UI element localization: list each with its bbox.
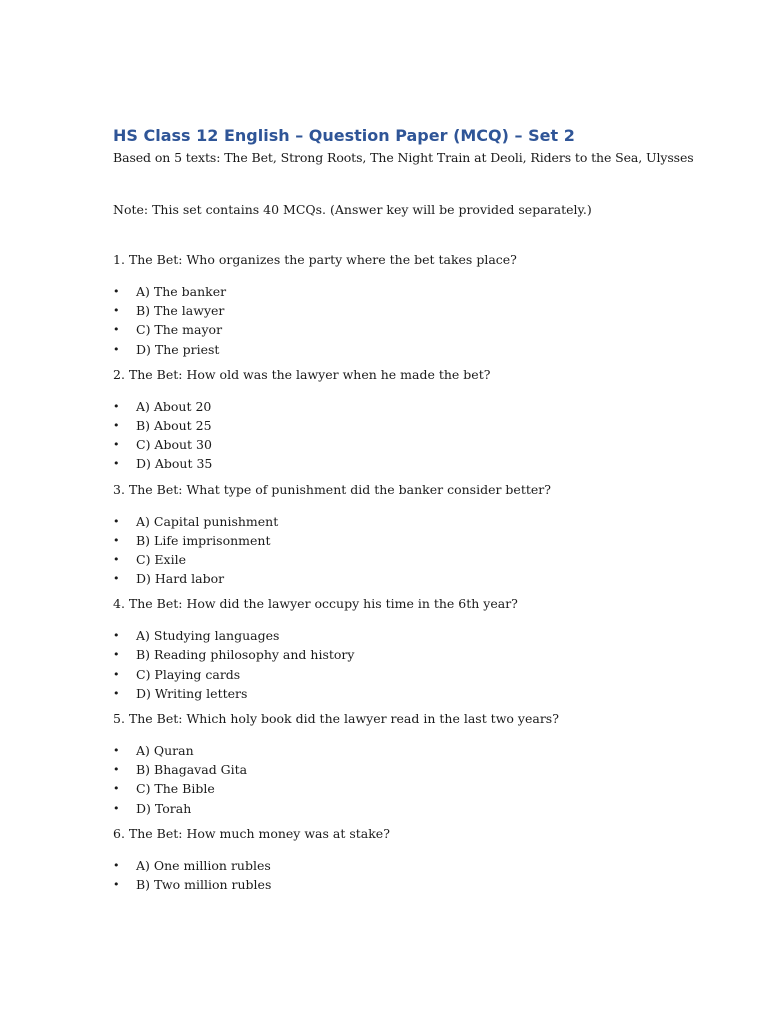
question-text: 5. The Bet: Which holy book did the lawyer read in the last two years?: [113, 711, 559, 726]
option-item: [113, 760, 738, 779]
option-list: [113, 856, 738, 894]
bullet-icon: •: [113, 342, 120, 356]
document-content: [113, 124, 738, 892]
option-item: [113, 512, 738, 531]
bullet-icon: •: [113, 304, 120, 318]
option-item: [113, 301, 738, 320]
document-note: Note: This set contains 40 MCQs. (Answer key will be provided separately.): [113, 202, 592, 217]
question-block: [113, 250, 738, 359]
bullet-icon: •: [113, 686, 120, 700]
bullet-icon: •: [113, 438, 120, 452]
document-subtitle: Based on 5 texts: The Bet, Strong Roots, The Night Train at Deoli, Riders to the Sea, Ulysses: [113, 150, 694, 165]
option-text: D) Hard labor: [136, 571, 225, 587]
option-text: C) The Bible: [136, 781, 215, 797]
document-title: HS Class 12 English – Question Paper (MCQ) – Set 2: [113, 126, 575, 145]
option-item: [113, 550, 738, 569]
option-list: [113, 741, 738, 818]
option-item: [113, 626, 738, 645]
option-text: D) Torah: [136, 800, 192, 816]
option-item: [113, 741, 738, 760]
option-item: [113, 856, 738, 875]
option-text: A) One million rubles: [136, 857, 271, 873]
bullet-icon: •: [113, 648, 120, 662]
option-item: [113, 665, 738, 684]
option-item: [113, 684, 738, 703]
question-text: 2. The Bet: How old was the lawyer when he made the bet?: [113, 366, 491, 382]
option-list: [113, 512, 738, 589]
option-text: D) Writing letters: [136, 685, 248, 701]
option-text: A) Quran: [136, 743, 194, 758]
bullet-icon: •: [113, 323, 120, 337]
option-list: [113, 282, 738, 359]
option-item: [113, 569, 738, 588]
option-text: B) About 25: [136, 417, 212, 433]
question-block: [113, 365, 738, 474]
option-text: A) Studying languages: [136, 628, 280, 644]
option-text: C) Exile: [136, 551, 186, 567]
question-text: 3. The Bet: What type of punishment did the banker consider better?: [113, 481, 551, 497]
option-item: [113, 779, 738, 798]
option-item: [113, 397, 738, 416]
option-item: [113, 282, 738, 301]
bullet-icon: •: [113, 877, 120, 891]
question-text: 1. The Bet: Who organizes the party where the bet takes place?: [113, 252, 517, 267]
bullet-icon: •: [113, 801, 120, 815]
option-item: [113, 531, 738, 550]
bullet-icon: •: [113, 418, 120, 432]
question-list: [113, 250, 738, 900]
option-list: [113, 626, 738, 703]
option-text: B) Life imprisonment: [136, 532, 271, 548]
option-item: [113, 416, 738, 435]
option-text: A) Capital punishment: [136, 513, 279, 529]
bullet-icon: •: [113, 667, 120, 681]
bullet-icon: •: [113, 285, 120, 298]
option-item: [113, 875, 738, 894]
option-text: C) Playing cards: [136, 666, 241, 682]
option-text: B) Reading philosophy and history: [136, 647, 355, 663]
bullet-icon: •: [113, 572, 120, 586]
option-text: B) Two million rubles: [136, 876, 272, 892]
bullet-icon: •: [113, 763, 120, 777]
option-item: [113, 799, 738, 818]
option-item: [113, 645, 738, 664]
option-text: C) About 30: [136, 437, 212, 453]
option-text: A) The banker: [136, 284, 227, 299]
bullet-icon: •: [113, 744, 120, 757]
option-text: D) About 35: [136, 456, 213, 472]
option-text: D) The priest: [136, 341, 220, 357]
option-text: A) About 20: [136, 398, 212, 414]
bullet-icon: •: [113, 533, 120, 547]
question-text: 4. The Bet: How did the lawyer occupy his time in the 6th year?: [113, 596, 518, 612]
bullet-icon: •: [113, 858, 120, 872]
option-list: [113, 397, 738, 474]
bullet-icon: •: [113, 514, 120, 528]
option-item: [113, 340, 738, 359]
question-block: [113, 824, 738, 894]
option-item: [113, 435, 738, 454]
bullet-icon: •: [113, 552, 120, 566]
bullet-icon: •: [113, 629, 120, 643]
question-block: [113, 709, 738, 818]
bullet-icon: •: [113, 399, 120, 413]
bullet-icon: •: [113, 457, 120, 471]
question-block: [113, 480, 738, 589]
question-text: 6. The Bet: How much money was at stake?: [113, 825, 390, 841]
option-text: B) The lawyer: [136, 303, 225, 319]
option-text: B) Bhagavad Gita: [136, 762, 248, 778]
option-text: C) The mayor: [136, 322, 223, 338]
option-item: [113, 454, 738, 473]
option-item: [113, 320, 738, 339]
bullet-icon: •: [113, 782, 120, 796]
question-block: [113, 594, 738, 703]
